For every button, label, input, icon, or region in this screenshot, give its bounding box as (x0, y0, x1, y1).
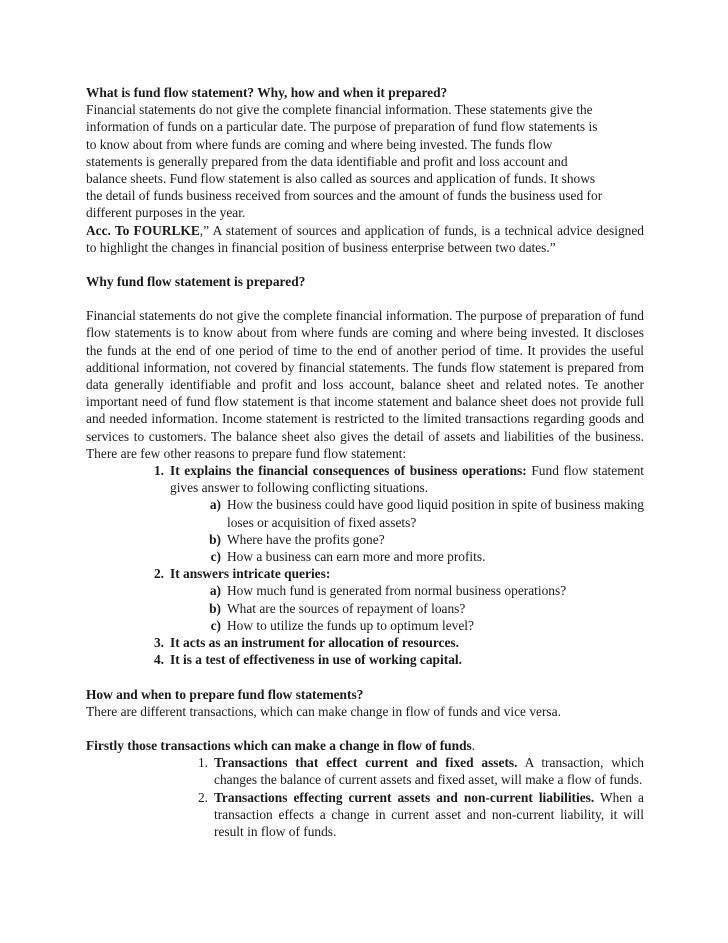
list-item-heading: It answers intricate queries: (170, 566, 331, 582)
section-title-why: Why fund flow statement is prepared? (86, 274, 306, 290)
how-when-intro: There are different transactions, which can make change in flow of funds and vice versa. (86, 703, 561, 719)
list-item (86, 789, 644, 841)
list-item-text: Fund flow statement gives answer to following conflicting situations. (170, 463, 644, 496)
list-item (86, 565, 644, 582)
sub-list-letter: c) (210, 549, 221, 565)
definition-text: ,” A statement of sources and application of funds, is a technical advice designed to highlight the changes in financial position of business enterprise between two dates.” (86, 222, 644, 255)
transactions-list (86, 754, 644, 840)
sub-list-item (86, 600, 644, 617)
reasons-list (86, 462, 644, 668)
list-item-heading: Transactions effecting current assets and non-current liabilities. (214, 789, 595, 805)
list-number: 1. (153, 463, 164, 479)
list-item-heading: It is a test of effectiveness in use of working capital. (170, 652, 462, 668)
intro-line: information of funds on a particular date. The purpose of preparation of fund flow statements is (86, 119, 598, 135)
sub-list-text: How the business could have good liquid position in spite of business making loses or acquisition of fixed assets? (227, 497, 644, 530)
sub-list-letter: a) (209, 583, 221, 599)
sub-list-text: Where have the profits gone? (227, 531, 385, 547)
list-item (86, 651, 644, 668)
sub-list-text: What are the sources of repayment of loans? (227, 600, 466, 616)
section-title-what-is: What is fund flow statement? Why, how and when it prepared? (86, 85, 448, 100)
list-item-heading: Transactions that effect current and fixed assets. (214, 755, 518, 771)
list-item (86, 462, 644, 496)
sub-list-text: How to utilize the funds up to optimum level? (227, 617, 474, 633)
intro-line: the detail of funds business received from sources and the amount of funds the business used for (86, 188, 603, 204)
list-item-text: A transaction, which changes the balance of current assets and fixed asset, will make a flow of funds. (214, 755, 644, 788)
list-number: 2. (153, 566, 164, 582)
sub-list-item (86, 496, 644, 530)
sub-list-item (86, 617, 644, 634)
list-item-heading: It acts as an instrument for allocation of resources. (170, 635, 459, 651)
intro-line: to know about from where funds are coming and where being invested. The funds flow (86, 136, 553, 152)
document-page (86, 84, 644, 840)
sub-list-text: How much fund is generated from normal business operations? (227, 583, 567, 599)
sub-list-item (86, 548, 644, 565)
sub-list-item (86, 582, 644, 599)
intro-paragraph (86, 101, 644, 221)
section-title-how-when: How and when to prepare fund flow statements? (86, 686, 364, 702)
why-paragraph: Financial statements do not give the complete financial information. The purpose of preparation of fund flow statements is to know about from where funds are coming and where being invested. It discloses the funds at the end of one period of time to the end of another period of time. It provides the useful additional information, not covered by financial statements. The funds flow statement is prepared from data generally identifiable and profit and loss account, balance sheet and related notes. Te another important need of fund flow statement is that income statement and balance sheet does not provide full and needed information. Income statement is restricted to the limited transactions regarding goods and services to customers. The balance sheet also gives the detail of assets and liabilities of the business. There are few other reasons to prepare fund flow statement: (86, 308, 644, 461)
sub-list-letter: b) (209, 600, 221, 616)
list-item (86, 634, 644, 651)
sub-list-letter: a) (209, 497, 221, 513)
intro-line: balance sheets. Fund flow statement is also called as sources and application of funds. It shows (86, 171, 596, 187)
sub-list-letter: b) (209, 531, 221, 547)
list-number: 4. (153, 652, 164, 668)
definition-paragraph (86, 222, 644, 256)
list-number: 3. (153, 635, 164, 651)
firstly-heading: Firstly those transactions which can make a change in flow of funds (86, 737, 472, 753)
list-item-heading: It explains the financial consequences of business operations: (170, 463, 527, 479)
sub-list-letter: c) (210, 617, 221, 633)
list-number: 1. (197, 755, 208, 771)
list-item-text: When a transaction effects a change in current asset and non-current liability, it will result in flow of funds. (214, 789, 644, 839)
firstly-line: Firstly those transactions which can make a change in flow of funds. (86, 737, 476, 753)
intro-line: statements is generally prepared from the data identifiable and profit and loss account and (86, 153, 568, 169)
intro-line: different purposes in the year. (86, 205, 246, 221)
sub-list-item (86, 531, 644, 548)
sub-list-text: How a business can earn more and more profits. (227, 549, 486, 565)
intro-line: Financial statements do not give the complete financial information. These statements give the (86, 102, 593, 118)
list-number: 2. (197, 789, 208, 805)
list-item (86, 754, 644, 788)
definition-author: Acc. To FOURLKE (86, 222, 200, 238)
